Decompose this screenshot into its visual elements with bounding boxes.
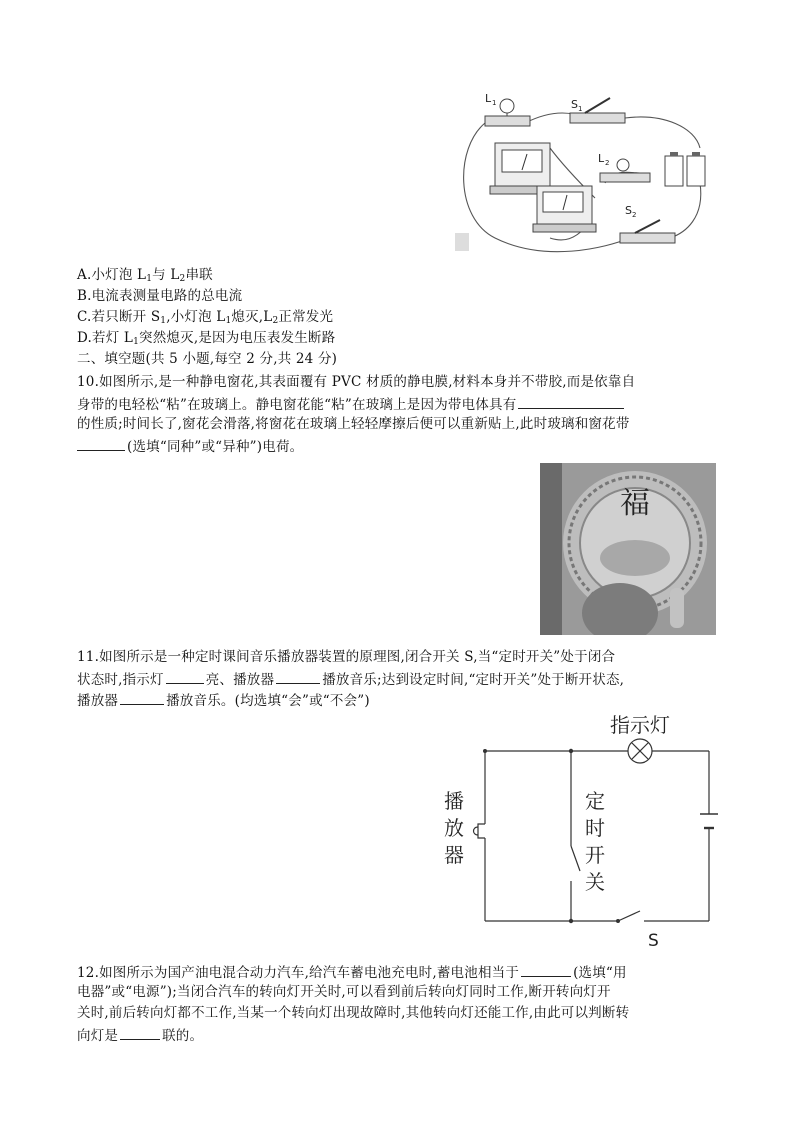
q10-blank-2[interactable]	[77, 436, 125, 451]
timer-char-2: 时	[585, 816, 605, 840]
player-char-2: 放	[444, 816, 464, 840]
player-symbol	[474, 824, 486, 838]
q11-line-1: 11.如图所示是一种定时课间音乐播放器装置的原理图,闭合开关 S,当“定时开关”处于闭合	[77, 649, 616, 665]
q12-blank-2[interactable]	[120, 1025, 160, 1040]
q10-line-2: 身带的电轻松“粘”在玻璃上。静电窗花能“粘”在玻璃上是因为带电体具有	[77, 394, 626, 415]
indicator-lamp-symbol	[628, 739, 652, 763]
timer-char-1: 定	[585, 789, 605, 813]
label-s2: S	[625, 204, 632, 217]
q11-line-3: 播放器 播放音乐。(均选填“会”或“不会”)	[77, 690, 370, 711]
player-char-1: 播	[444, 789, 464, 813]
battery-symbol	[700, 814, 718, 828]
option-c: C.若只断开 $S_1$,小灯泡 $L_1$熄灭$,L_2$正常发光	[77, 309, 334, 326]
battery-pair	[665, 152, 705, 186]
circuit-apparatus-figure	[455, 88, 720, 263]
q10-line-3: 的性质;时间长了,窗花会滑落,将窗花在玻璃上轻轻摩擦后便可以重新贴上,此时玻璃和窗花带	[77, 416, 630, 432]
q12-line-2: 电器”或“电源”);当闭合汽车的转向灯开关时,可以看到前后转向灯同时工作,断开转向灯开	[77, 984, 611, 1000]
label-l1: L	[485, 92, 492, 105]
section-title: 二、填空题(共 5 小题,每空 2 分,共 24 分)	[77, 351, 338, 367]
option-b: B.电流表测量电路的总电流	[77, 288, 243, 304]
player-char-3: 器	[444, 843, 464, 867]
indicator-label: 指示灯	[610, 713, 670, 737]
switch-s2-board	[620, 220, 675, 243]
q11-blank-1[interactable]	[166, 669, 204, 684]
label-l2: L	[598, 152, 605, 165]
option-d: D.若灯 $L_1$突然熄灭,是因为电压表发生断路	[77, 330, 336, 347]
q11-blank-3[interactable]	[120, 690, 164, 705]
label-s1-sub: 1	[578, 105, 583, 113]
timer-circuit-diagram	[430, 706, 720, 946]
window-flower-photo	[540, 463, 716, 635]
q11-blank-2[interactable]	[276, 669, 320, 684]
q12-blank-1[interactable]	[521, 962, 571, 977]
blur-mark	[455, 233, 469, 251]
fu-character: 福	[620, 486, 650, 521]
label-l2-sub: 2	[605, 159, 610, 167]
q12-line-3: 关时,前后转向灯都不工作,当某一个转向灯出现故障时,其他转向灯还能工作,由此可以判断转	[77, 1005, 630, 1021]
q10-line-4: (选填“同种”或“异种”)电荷。	[77, 436, 303, 457]
label-l1-sub: 1	[492, 99, 497, 107]
q12-line-4: 向灯是 联的。	[77, 1025, 203, 1046]
q11-line-2: 状态时,指示灯 亮、播放器 播放音乐;达到设定时间,“定时开关”处于断开状态,	[77, 669, 624, 690]
q10-line-1: 10.如图所示,是一种静电窗花,其表面覆有 PVC 材质的静电膜,材料本身并不带胶,而是依靠自	[77, 374, 636, 390]
label-s1: S	[571, 98, 578, 111]
label-s2-sub: 2	[632, 211, 637, 219]
timer-char-4: 关	[585, 870, 605, 894]
timer-char-3: 开	[585, 843, 605, 867]
option-a: A.小灯泡 $L_1$与 $L_2$串联	[77, 267, 213, 284]
q12-line-1: 12.如图所示为国产油电混合动力汽车,给汽车蓄电池充电时,蓄电池相当于 (选填“用	[77, 962, 627, 983]
switch-s-label: S	[648, 931, 659, 946]
voltmeter	[533, 186, 596, 232]
q10-blank-1[interactable]	[518, 394, 624, 409]
